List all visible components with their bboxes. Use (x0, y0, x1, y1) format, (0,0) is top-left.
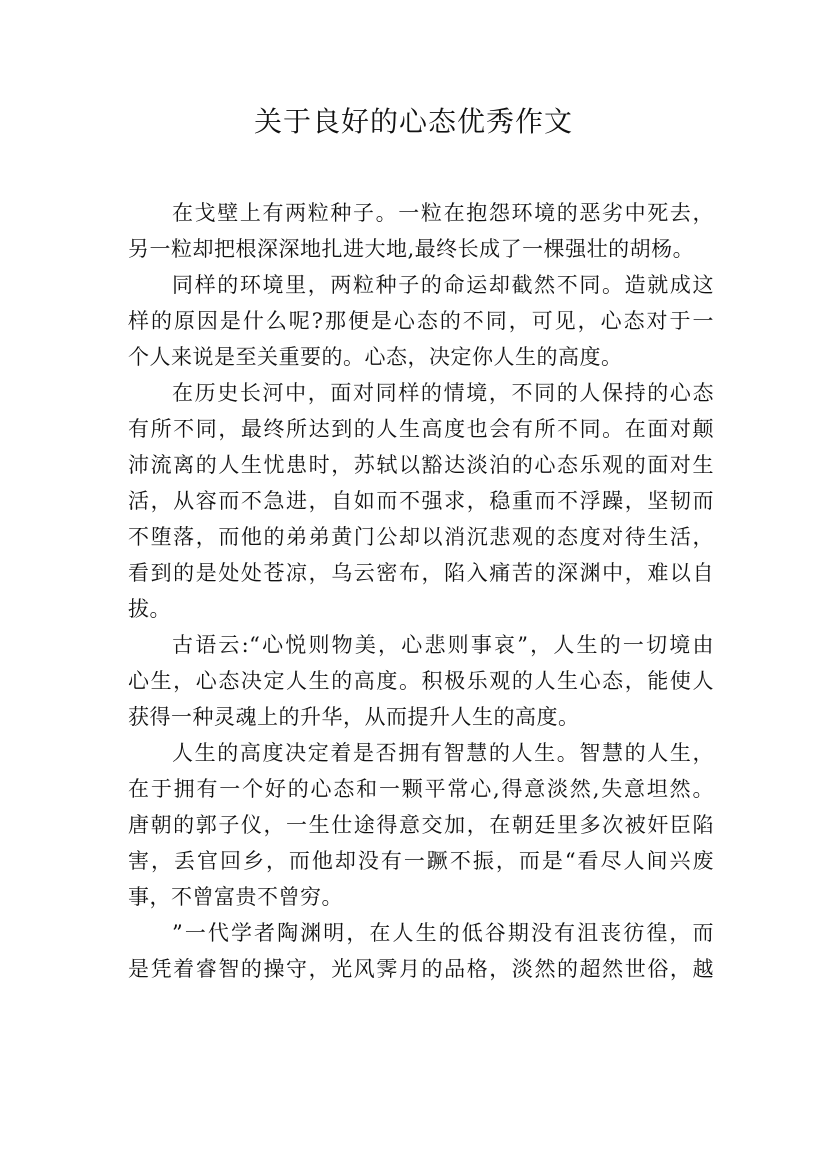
text-line: 活，从容而不急进，自如而不强求，稳重而不浮躁，坚韧而 (128, 489, 714, 513)
page-title: 关于良好的心态优秀作文 (253, 105, 573, 138)
text-line: 在于拥有一个好的心态和一颗平常心,得意淡然,失意坦然。 (128, 777, 714, 801)
text-line: 沛流离的人生忧患时，苏轼以豁达淡泊的心态乐观的面对生 (128, 453, 714, 477)
text-line: 样的原因是什么呢?那便是心态的不同，可见，心态对于一 (128, 309, 714, 333)
text-line: 在戈壁上有两粒种子。一粒在抱怨环境的恶劣中死去， (172, 201, 714, 225)
text-line: ”一代学者陶渊明，在人生的低谷期没有沮丧彷徨，而 (172, 921, 714, 945)
text-line: 是凭着睿智的操守，光风霁月的品格，淡然的超然世俗，越 (128, 957, 714, 981)
text-line: 有所不同，最终所达到的人生高度也会有所不同。在面对颠 (128, 417, 714, 441)
text-line: 人生的高度决定着是否拥有智慧的人生。智慧的人生， (172, 741, 714, 765)
text-line: 同样的环境里，两粒种子的命运却截然不同。造就成这 (172, 273, 714, 297)
text-line: 心生，心态决定人生的高度。积极乐观的人生心态，能使人 (128, 669, 714, 693)
text-line: 另一粒却把根深深地扎进大地,最终长成了一棵强壮的胡杨。 (128, 237, 695, 261)
text-line: 获得一种灵魂上的升华，从而提升人生的高度。 (128, 705, 580, 729)
text-line: 唐朝的郭子仪，一生仕途得意交加，在朝廷里多次被奸臣陷 (128, 813, 714, 837)
text-line: 事，不曾富贵不曾穷。 (128, 885, 343, 909)
text-line: 不堕落，而他的弟弟黄门公却以消沉悲观的态度对待生活， (128, 525, 714, 549)
text-line: 看到的是处处苍凉，乌云密布，陷入痛苦的深渊中，难以自 (128, 561, 714, 585)
text-line: 害，丢官回乡，而他却没有一蹶不振，而是“看尽人间兴废 (128, 849, 714, 873)
text-line: 拔。 (128, 597, 171, 621)
text-line: 个人来说是至关重要的。心态，决定你人生的高度。 (128, 345, 623, 369)
article-body (128, 195, 714, 987)
text-line: 古语云:“心悦则物美，心悲则事哀”，人生的一切境由 (172, 633, 714, 657)
text-line: 在历史长河中，面对同样的情境，不同的人保持的心态 (172, 381, 714, 405)
